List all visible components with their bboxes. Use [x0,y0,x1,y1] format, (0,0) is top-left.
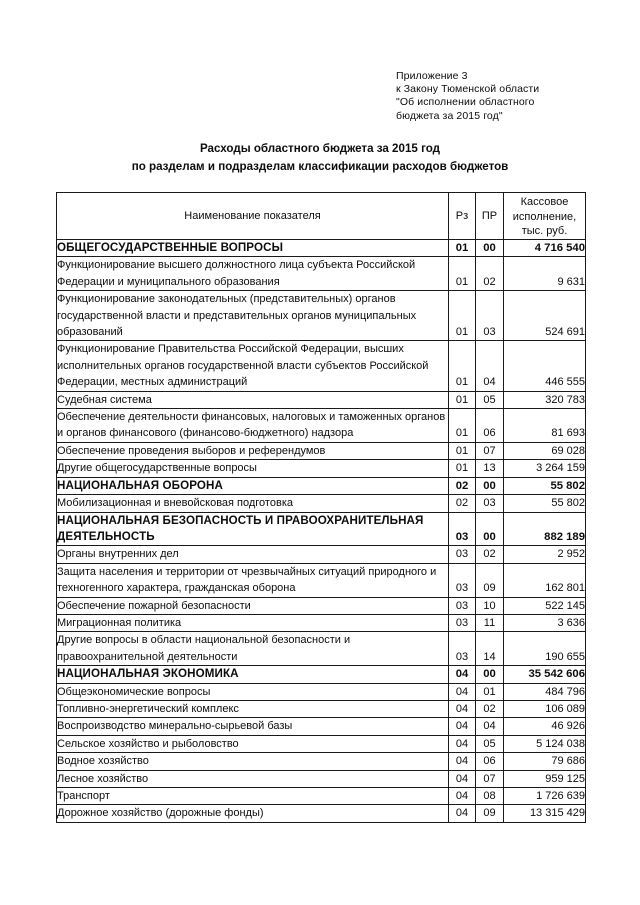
row-indicator-name: Воспроизводство минерально-сырьевой базы [57,718,449,735]
row-cash-execution-value: 3 636 [504,614,586,631]
row-indicator-name: НАЦИОНАЛЬНАЯ ОБОРОНА [57,477,449,494]
row-cash-execution-value: 524 691 [504,291,586,341]
row-indicator-name: Функционирование высшего должностного лица субъекта Российской Федерации и муниципального образования [57,257,449,291]
budget-expenditures-table [56,192,586,823]
row-section-code: 03 [449,512,476,546]
row-subsection-code: 00 [476,240,504,257]
row-section-code: 04 [449,770,476,787]
row-indicator-name: Сельское хозяйство и рыболовство [57,735,449,752]
table-row [57,700,586,717]
column-header-cash-execution-line-1: Кассовое [520,196,569,208]
table-row [57,632,586,666]
row-section-code: 01 [449,442,476,459]
row-indicator-name: Дорожное хозяйство (дорожные фонды) [57,805,449,822]
row-subsection-code: 05 [476,391,504,408]
row-cash-execution-value: 5 124 038 [504,735,586,752]
row-cash-execution-value: 13 315 429 [504,805,586,822]
row-cash-execution-value: 55 802 [504,477,586,494]
row-subsection-code: 07 [476,442,504,459]
column-header-cash-execution-line-2: исполнение, [512,210,577,223]
row-subsection-code: 00 [476,666,504,683]
row-cash-execution-value: 882 189 [504,512,586,546]
row-indicator-name: Защита населения и территории от чрезвычайных ситуаций природного и техногенного характера, гражданская оборона [57,563,449,597]
row-indicator-name: Мобилизационная и вневойсковая подготовка [57,495,449,512]
row-indicator-name: Функционирование законодательных (представительных) органов государственной власти и представительных органов муниципальных образований [57,291,449,341]
row-section-code: 03 [449,632,476,666]
row-subsection-code: 06 [476,409,504,443]
row-cash-execution-value: 9 631 [504,257,586,291]
row-indicator-name: НАЦИОНАЛЬНАЯ БЕЗОПАСНОСТЬ И ПРАВООХРАНИТЕЛЬНАЯ ДЕЯТЕЛЬНОСТЬ [57,512,449,546]
row-cash-execution-value: 1 726 639 [504,788,586,805]
row-section-code: 01 [449,291,476,341]
row-cash-execution-value: 55 802 [504,495,586,512]
table-row [57,257,586,291]
row-section-code: 04 [449,718,476,735]
row-subsection-code: 03 [476,291,504,341]
table-row [57,718,586,735]
row-subsection-code: 06 [476,753,504,770]
row-indicator-name: Функционирование Правительства Российской Федерации, высших исполнительных органов государственной власти субъектов Российской Федерации, местных администраций [57,341,449,391]
row-indicator-name: Миграционная политика [57,614,449,631]
row-indicator-name: Судебная система [57,391,449,408]
row-section-code: 03 [449,597,476,614]
row-subsection-code: 10 [476,597,504,614]
row-cash-execution-value: 81 693 [504,409,586,443]
row-section-code: 04 [449,753,476,770]
row-subsection-code: 02 [476,700,504,717]
table-row [57,563,586,597]
row-subsection-code: 01 [476,683,504,700]
row-subsection-code: 13 [476,460,504,477]
table-row [57,341,586,391]
row-section-code: 01 [449,391,476,408]
table-row [57,477,586,494]
row-subsection-code: 04 [476,718,504,735]
row-subsection-code: 14 [476,632,504,666]
row-section-code: 03 [449,563,476,597]
row-cash-execution-value: 522 145 [504,597,586,614]
table-header-row [57,193,586,240]
table-row [57,770,586,787]
row-subsection-code: 11 [476,614,504,631]
row-cash-execution-value: 320 783 [504,391,586,408]
budget-table-container [56,192,585,823]
row-cash-execution-value: 2 952 [504,546,586,563]
column-header-cash-execution-line-3: тыс. руб. [521,225,568,237]
row-section-code: 01 [449,341,476,391]
row-indicator-name: Топливно-энергетический комплекс [57,700,449,717]
table-row [57,614,586,631]
row-subsection-code: 03 [476,495,504,512]
table-body [57,240,586,823]
page-title-line-1: Расходы областного бюджета за 2015 год [199,142,441,155]
page-title [0,140,640,176]
row-subsection-code: 05 [476,735,504,752]
row-cash-execution-value: 69 028 [504,442,586,459]
table-row [57,666,586,683]
row-section-code: 04 [449,666,476,683]
row-section-code: 03 [449,614,476,631]
row-section-code: 01 [449,240,476,257]
table-row [57,805,586,822]
table-row [57,753,586,770]
row-section-code: 01 [449,460,476,477]
row-section-code: 02 [449,477,476,494]
column-header-name: Наименование показателя [57,193,449,240]
row-cash-execution-value: 4 716 540 [504,240,586,257]
table-row [57,409,586,443]
column-header-rz: Рз [449,193,476,240]
row-subsection-code: 02 [476,546,504,563]
table-header [57,193,586,240]
row-section-code: 03 [449,546,476,563]
row-indicator-name: Обеспечение пожарной безопасности [57,597,449,614]
table-row [57,391,586,408]
row-subsection-code: 00 [476,477,504,494]
row-subsection-code: 08 [476,788,504,805]
row-indicator-name: Лесное хозяйство [57,770,449,787]
row-section-code: 01 [449,409,476,443]
row-subsection-code: 02 [476,257,504,291]
row-indicator-name: Водное хозяйство [57,753,449,770]
row-indicator-name: Другие вопросы в области национальной безопасности и правоохранительной деятельности [57,632,449,666]
row-indicator-name: Общеэкономические вопросы [57,683,449,700]
row-subsection-code: 00 [476,512,504,546]
row-section-code: 04 [449,788,476,805]
table-row [57,442,586,459]
row-section-code: 04 [449,735,476,752]
row-cash-execution-value: 46 926 [504,718,586,735]
row-section-code: 04 [449,683,476,700]
row-section-code: 01 [449,257,476,291]
row-subsection-code: 09 [476,563,504,597]
table-row [57,597,586,614]
column-header-cash-execution [504,193,586,240]
reference-line-3: "Об исполнении областного [396,96,535,109]
reference-line-1: Приложение 3 [396,70,468,82]
table-row [57,460,586,477]
table-row [57,291,586,341]
table-row [57,240,586,257]
row-subsection-code: 04 [476,341,504,391]
row-indicator-name: Обеспечение проведения выборов и референдумов [57,442,449,459]
row-cash-execution-value: 162 801 [504,563,586,597]
row-subsection-code: 09 [476,805,504,822]
row-cash-execution-value: 446 555 [504,341,586,391]
row-subsection-code: 07 [476,770,504,787]
row-cash-execution-value: 35 542 606 [504,666,586,683]
table-row [57,546,586,563]
document-reference-block [396,70,616,123]
table-row [57,788,586,805]
row-indicator-name: НАЦИОНАЛЬНАЯ ЭКОНОМИКА [57,666,449,683]
table-row [57,512,586,546]
row-cash-execution-value: 106 089 [504,700,586,717]
row-indicator-name: Транспорт [57,788,449,805]
row-cash-execution-value: 79 686 [504,753,586,770]
row-indicator-name: Обеспечение деятельности финансовых, налоговых и таможенных органов и органов финансового (финансово-бюджетного) надзора [57,409,449,443]
table-row [57,683,586,700]
row-indicator-name: Органы внутренних дел [57,546,449,563]
row-cash-execution-value: 959 125 [504,770,586,787]
table-row [57,735,586,752]
reference-line-4: бюджета за 2015 год" [396,109,503,122]
page-title-line-2: по разделам и подразделам классификации расходов бюджетов [131,160,509,173]
row-cash-execution-value: 190 655 [504,632,586,666]
row-section-code: 02 [449,495,476,512]
column-header-pr: ПР [476,193,504,240]
row-cash-execution-value: 484 796 [504,683,586,700]
row-section-code: 04 [449,805,476,822]
table-row [57,495,586,512]
reference-line-2: к Закону Тюменской области [396,83,540,96]
row-cash-execution-value: 3 264 159 [504,460,586,477]
row-indicator-name: Другие общегосударственные вопросы [57,460,449,477]
row-section-code: 04 [449,700,476,717]
row-indicator-name: ОБЩЕГОСУДАРСТВЕННЫЕ ВОПРОСЫ [57,240,449,257]
